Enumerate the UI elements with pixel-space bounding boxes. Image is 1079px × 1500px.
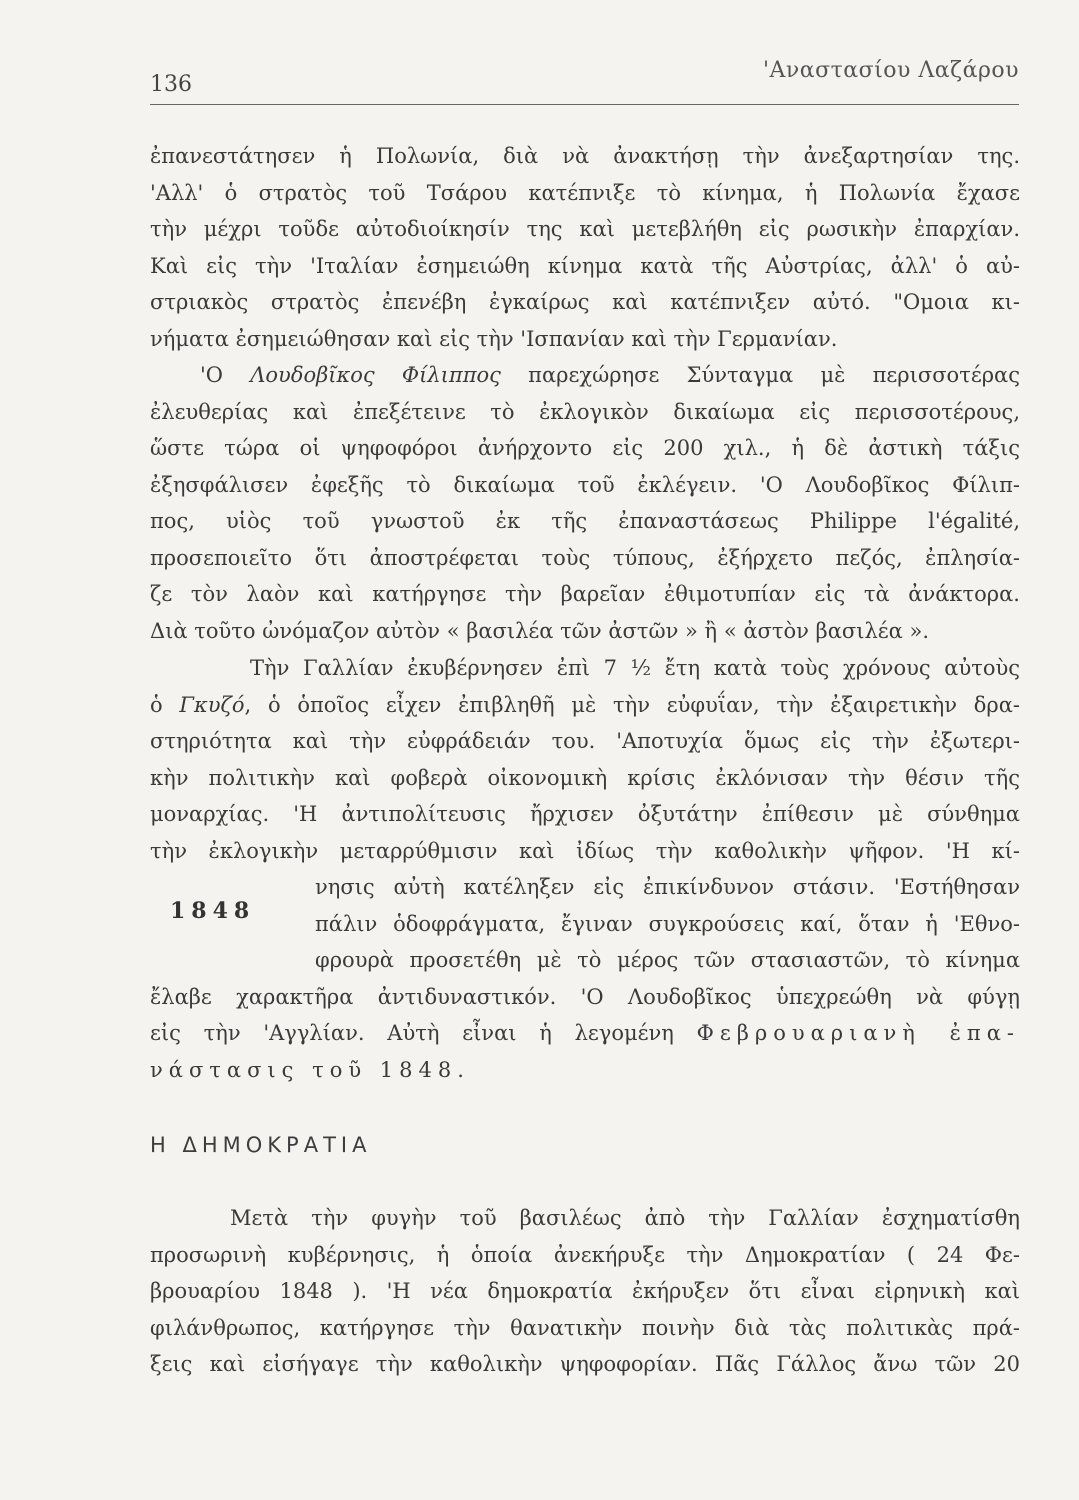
text-line: Διὰ τοῦτο ὠνόμαζον αὐτὸν « βασιλέα τῶν ἀστῶν » ἢ « ἀστὸν βασιλέα ». (150, 618, 930, 643)
text-line (150, 1015, 1020, 1052)
page-number: 136 (150, 72, 192, 97)
section-paragraph (150, 1200, 1020, 1383)
text-line: κὴν πολιτικὴν καὶ φοβερὰ οἰκονομικὴ κρίσις ἐκλόνισαν τὴν θέσιν τῆς (150, 765, 1020, 790)
text-line: προσωρινὴ κυβέρνησις, ἡ ὁποία ἀνεκήρυξε τὴν Δημοκρατίαν ( 24 Φε- (150, 1242, 1020, 1267)
text-line: Καὶ εἰς τὴν 'Ιταλίαν ἐσημειώθη κίνημα κατὰ τῆς Αὐστρίας, ἀλλ' ὁ αὐ- (150, 253, 1020, 278)
margin-year: 1848 (170, 898, 256, 924)
text-line: ἐλευθερίας καὶ ἐπεξέτεινε τὸ ἐκλογικὸν δικαίωμα εἰς περισσοτέρους, (150, 399, 1020, 424)
text-line: Μετὰ τὴν φυγὴν τοῦ βασιλέως ἀπὸ τὴν Γαλλίαν ἐσχηματίσθη (230, 1206, 1020, 1230)
text-line: 'Αλλ' ὁ στρατὸς τοῦ Τσάρου κατέπνιξε τὸ κίνημα, ἡ Πολωνία ἔχασε (150, 180, 1020, 205)
text-line: μοναρχίας. 'Η ἀντιπολίτευσις ἤρχισεν ὀξυτάτην ἐπίθεσιν μὲ σύνθημα (150, 802, 1020, 826)
paragraph-2 (150, 357, 1020, 649)
text-fragment: 'Ο (200, 363, 251, 387)
text-line: ξεις καὶ εἰσήγαγε τὴν καθολικὴν ψηφοφορίαν. Πᾶς Γάλλος ἄνω τῶν 20 (150, 1352, 1020, 1376)
section-heading: Η ΔΗΜΟΚΡΑΤΙΑ (150, 1133, 372, 1157)
text-fragment: εἰς τὴν 'Αγγλίαν. Αὐτὴ εἶναι ἡ λεγομένη (150, 1021, 697, 1045)
paragraph-1 (150, 138, 1020, 357)
running-head: 'Αναστασίου Λαζάρου (762, 58, 1019, 83)
text-line: στηριότητα καὶ τὴν εὐφράδειάν του. 'Αποτυχία ὅμως εἰς τὴν ἐξωτερι- (150, 729, 1020, 753)
text-line: τὴν ἐκλογικὴν μεταρρύθμισιν καὶ ἰδίως τὴν καθολικὴν ψῆφον. 'Η κί- (150, 838, 1020, 863)
text-line (150, 687, 1020, 724)
emphasized-term: Φεβρουαριανὴ ἐπα- (696, 1021, 1020, 1045)
text-line: βρουαρίου 1848 ). 'Η νέα δημοκρατία ἐκήρυξεν ὅτι εἶναι εἰρηνικὴ καὶ (150, 1279, 1020, 1303)
text-line: πάλιν ὁδοφράγματα, ἔγιναν συγκρούσεις καί, ὅταν ἡ 'Εθνο- (315, 911, 1020, 936)
emphasized-term: νάστασις τοῦ 1848. (150, 1057, 470, 1082)
text-line: ἔλαβε χαρακτῆρα ἀντιδυναστικόν. 'Ο Λουδοβῖκος ὑπεχρεώθη νὰ φύγῃ (150, 984, 1020, 1009)
header-rule (150, 104, 1019, 105)
text-line: στριακὸς στρατὸς ἐπενέβη ἐγκαίρως καὶ κατέπνιξεν αὐτό. "Ομοια κι- (150, 290, 1020, 314)
text-line: νήματα ἐσημειώθησαν καὶ εἰς τὴν 'Ισπανίαν καὶ τὴν Γερμανίαν. (150, 326, 838, 351)
text-line: ἐξησφάλισεν ἐφεξῆς τὸ δικαίωμα τοῦ ἐκλέγειν. 'Ο Λουδοβῖκος Φίλιπ- (150, 472, 1020, 497)
text-line: πος, υἱὸς τοῦ γνωστοῦ ἐκ τῆς ἐπαναστάσεως Philippe l'égalité, (150, 509, 1020, 533)
text-line: ὥστε τώρα οἱ ψηφοφόροι ἀνήρχοντο εἰς 200 χιλ., ἡ δὲ ἀστικὴ τάξις (150, 436, 1020, 460)
paragraph-3 (150, 650, 1020, 1088)
person-name: Λουδοβῖκος Φίλιππος (250, 363, 501, 387)
person-name: Γκυζό (179, 692, 245, 717)
text-line (150, 357, 1020, 394)
text-line: Τὴν Γαλλίαν ἐκυβέρνησεν ἐπὶ 7 ½ ἔτη κατὰ τοὺς χρόνους αὐτοὺς (250, 656, 1020, 680)
text-line: προσεποιεῖτο ὅτι ἀποστρέφεται τοὺς τύπους, ἐξήρχετο πεζός, ἐπλησία- (150, 545, 1020, 570)
text-line: ζε τὸν λαὸν καὶ κατήργησε τὴν βαρεῖαν ἐθιμοτυπίαν εἰς τὰ ἀνάκτορα. (150, 582, 1020, 606)
text-fragment: παρεχώρησε Σύνταγμα μὲ περισσοτέρας (500, 363, 1020, 387)
text-line: ἐπανεστάτησεν ἡ Πολωνία, διὰ νὰ ἀνακτήσῃ τὴν ἀνεξαρτησίαν της. (150, 144, 1020, 168)
text-fragment: , ὁ ὁποῖος εἶχεν ἐπιβληθῆ μὲ τὴν εὐφυΐαν, τὴν ἐξαιρετικὴν δρα- (244, 692, 1020, 717)
text-line: τὴν μέχρι τοῦδε αὐτοδιοίκησίν της καὶ μετεβλήθη εἰς ρωσικὴν ἐπαρχίαν. (150, 217, 1020, 241)
text-line: νησις αὐτὴ κατέληξεν εἰς ἐπικίνδυνον στάσιν. 'Εστήθησαν (315, 875, 1020, 899)
text-line: φιλάνθρωπος, κατήργησε τὴν θανατικὴν ποινὴν διὰ τὰς πολιτικὰς πρά- (150, 1315, 1020, 1340)
text-fragment: ὁ (150, 692, 180, 717)
text-line: φρουρὰ προσετέθη μὲ τὸ μέρος τῶν στασιαστῶν, τὸ κίνημα (315, 948, 1020, 972)
